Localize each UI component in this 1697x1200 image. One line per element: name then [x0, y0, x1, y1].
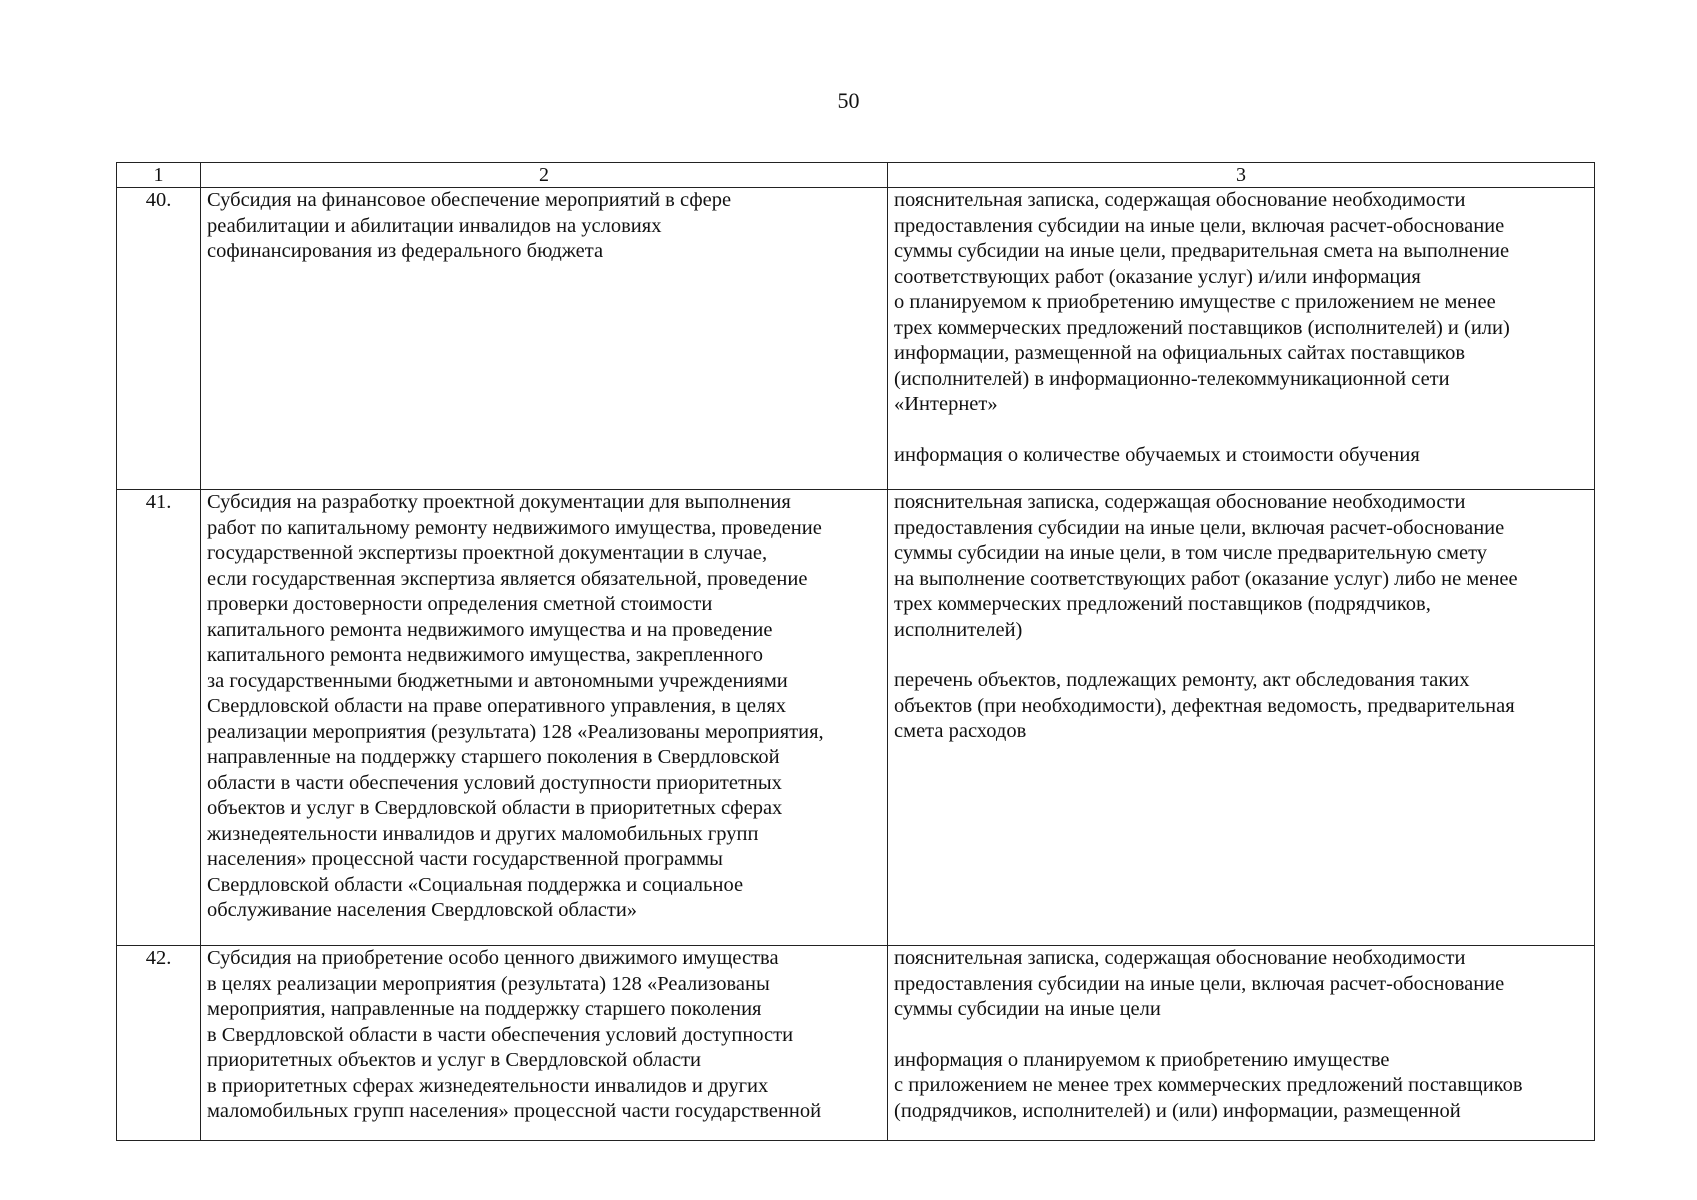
subsidy-description — [201, 490, 888, 946]
text-line: реабилитации и абилитации инвалидов на условиях — [207, 214, 662, 237]
text-line: в приоритетных сферах жизнедеятельности инвалидов и других — [207, 1074, 769, 1097]
paragraph-gap — [894, 418, 1588, 443]
text-line: обслуживание населения Свердловской области» — [207, 899, 638, 921]
row-number: 41. — [117, 490, 201, 946]
text-line: в Свердловской области в части обеспечения условий доступности — [207, 1023, 794, 1046]
column-header-2: 2 — [201, 163, 888, 188]
paragraph-gap — [894, 1023, 1588, 1048]
text-line: капитального ремонта недвижимого имущества, закрепленного — [207, 644, 764, 666]
text-line: информации, размещенной на официальных сайтах поставщиков — [894, 342, 1466, 364]
text-line: «Интернет» — [894, 393, 998, 415]
text-line: перечень объектов, подлежащих ремонту, акт обследования таких — [894, 669, 1470, 691]
subsidy-description — [201, 946, 888, 1141]
text-line: пояснительная записка, содержащая обоснование необходимости — [894, 189, 1466, 211]
text-line: суммы субсидии на иные цели — [894, 998, 1161, 1020]
required-documents — [888, 946, 1595, 1141]
column-header-3: 3 — [888, 163, 1595, 188]
text-line: Субсидия на приобретение особо ценного движимого имущества — [207, 947, 779, 969]
table-row — [117, 946, 1595, 1141]
text-line: приоритетных объектов и услуг в Свердловской области — [207, 1049, 702, 1071]
text-line: с приложением не менее трех коммерческих предложений поставщиков — [894, 1074, 1523, 1096]
text-line: исполнителей) — [894, 618, 1023, 641]
text-line: трех коммерческих предложений поставщиков (исполнителей) и (или) — [894, 316, 1510, 339]
column-header-1: 1 — [117, 163, 201, 188]
text-line: проверки достоверности определения сметной стоимости — [207, 593, 713, 615]
table-header — [117, 163, 1595, 188]
text-line: суммы субсидии на иные цели, предварительная смета на выполнение — [894, 240, 1510, 262]
text-line: суммы субсидии на иные цели, в том числе предварительную смету — [894, 542, 1488, 564]
text-line: на выполнение соответствующих работ (оказание услуг) либо не менее — [894, 567, 1518, 590]
text-line: (подрядчиков, исполнителей) и (или) информации, размещенной — [894, 1099, 1461, 1122]
text-line: области в части обеспечения условий доступности приоритетных — [207, 771, 782, 794]
text-line: трех коммерческих предложений поставщиков (подрядчиков, — [894, 593, 1431, 615]
text-line: предоставления субсидии на иные цели, включая расчет-обоснование — [894, 516, 1505, 539]
text-line: о планируемом к приобретению имуществе с приложением не менее — [894, 291, 1496, 313]
required-documents — [888, 188, 1595, 490]
text-line: маломобильных групп населения» процессной части государственной — [207, 1100, 822, 1122]
paragraph-gap — [894, 643, 1588, 668]
text-line: предоставления субсидии на иные цели, включая расчет-обоснование — [894, 214, 1505, 237]
text-line: если государственная экспертиза является обязательной, проведение — [207, 567, 808, 590]
text-line: работ по капитальному ремонту недвижимого имущества, проведение — [207, 516, 822, 539]
text-line: жизнедеятельности инвалидов и других маломобильных групп — [207, 822, 759, 845]
text-line: Свердловской области «Социальная поддержка и социальное — [207, 873, 744, 896]
text-line: смета расходов — [894, 720, 1027, 742]
table-row — [117, 490, 1595, 946]
text-line: Субсидия на финансовое обеспечение мероприятий в сфере — [207, 189, 732, 211]
row-number: 40. — [117, 188, 201, 490]
required-documents — [888, 490, 1595, 946]
text-line: объектов и услуг в Свердловской области в приоритетных сферах — [207, 797, 783, 819]
text-line: пояснительная записка, содержащая обоснование необходимости — [894, 947, 1466, 969]
text-line: в целях реализации мероприятия (результата) 128 «Реализованы — [207, 972, 770, 995]
subsidy-table — [116, 162, 1595, 1141]
text-line: объектов (при необходимости), дефектная ведомость, предварительная — [894, 694, 1515, 717]
text-line: информация о количестве обучаемых и стоимости обучения — [894, 443, 1420, 466]
text-line: капитального ремонта недвижимого имущества и на проведение — [207, 618, 773, 641]
text-line: Свердловской области на праве оперативного управления, в целях — [207, 695, 787, 717]
text-line: информация о планируемом к приобретению имуществе — [894, 1048, 1390, 1071]
text-line: населения» процессной части государственной программы — [207, 848, 723, 870]
text-line: направленные на поддержку старшего поколения в Свердловской — [207, 746, 780, 768]
subsidy-description — [201, 188, 888, 490]
text-line: софинансирования из федерального бюджета — [207, 240, 604, 262]
text-line: за государственными бюджетными и автономными учреждениями — [207, 669, 788, 692]
text-line: государственной экспертизы проектной документации в случае, — [207, 542, 768, 564]
text-line: мероприятия, направленные на поддержку старшего поколения — [207, 998, 762, 1020]
text-line: пояснительная записка, содержащая обоснование необходимости — [894, 491, 1466, 513]
text-line: соответствующих работ (оказание услуг) и/или информация — [894, 265, 1421, 288]
text-line: реализации мероприятия (результата) 128 «Реализованы мероприятия, — [207, 720, 824, 743]
table-row — [117, 188, 1595, 490]
row-number: 42. — [117, 946, 201, 1141]
text-line: (исполнителей) в информационно-телекоммуникационной сети — [894, 367, 1450, 390]
text-line: предоставления субсидии на иные цели, включая расчет-обоснование — [894, 972, 1505, 995]
text-line: Субсидия на разработку проектной документации для выполнения — [207, 491, 791, 513]
page-number: 50 — [837, 88, 860, 113]
